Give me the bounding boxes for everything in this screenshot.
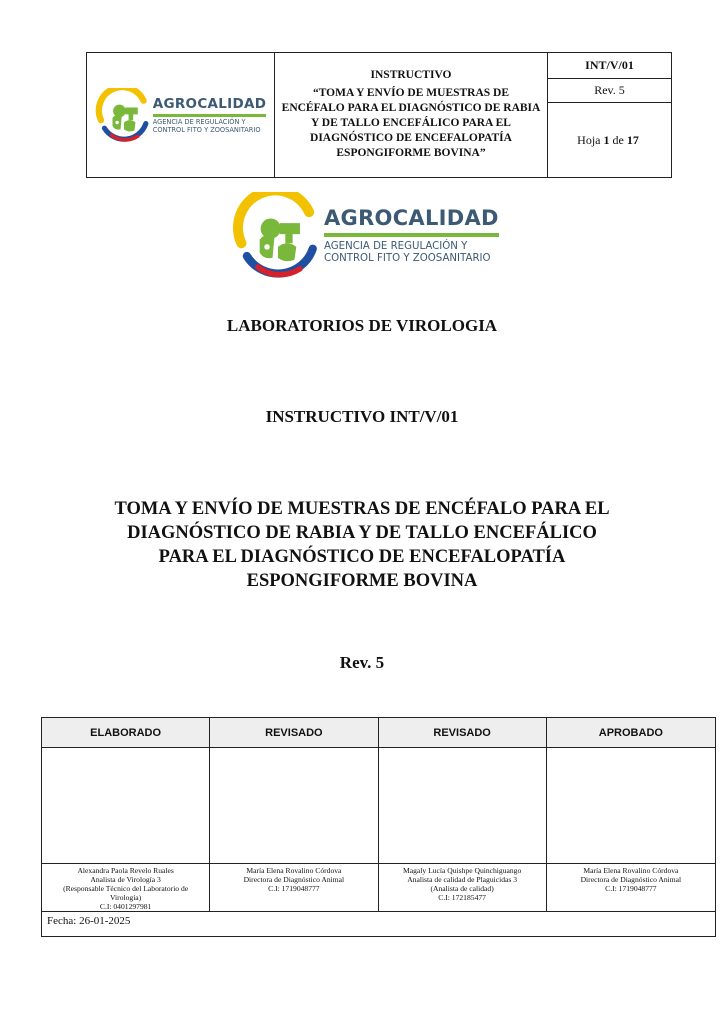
document-title-line: TOMA Y ENVÍO DE MUESTRAS DE ENCÉFALO PARA EL [114,499,610,519]
header-elaborado: ELABORADO [42,718,210,748]
logo-name: AGROCALIDAD [324,206,499,231]
logo-subtitle-1: AGENCIA DE REGULACIÓN Y [324,241,468,253]
signature-header-row [42,718,715,748]
signature-box [42,748,210,864]
instructivo-code: INSTRUCTIVO INT/V/01 [265,407,459,426]
page-number: 1 [603,132,610,147]
agrocalidad-emblem-icon [232,192,324,278]
header-title-cell [275,53,548,177]
document-date: Fecha: 26-01-2025 [47,915,131,927]
header-title-name: “TOMA Y ENVÍO DE MUESTRAS DE ENCÉFALO PARA EL DIAGNÓSTICO DE RABIA Y DE TALLO ENCEFÁLICO PARA EL DIAGNÓSTICO DE ENCEFALOPATÍA ESPONGIFORME BOVINA” [281,86,541,160]
logo-name: AGROCALIDAD [152,96,267,113]
signatory-aprobado: María Elena Rovalino Córdova Directora de Diagnóstico Animal C.I: 1719048777 [547,864,715,912]
signature-box [547,748,715,864]
signatory-row [42,864,715,912]
document-revision: Rev. 5 [548,79,671,103]
document-title [0,497,724,593]
signature-table [41,717,716,937]
header-title-type: INSTRUCTIVO [370,69,452,82]
page-total: 17 [626,132,639,147]
logo-subtitle-1: AGENCIA DE REGULACIÓN Y [152,118,246,127]
logo-divider [153,114,267,117]
document-title-line: DIAGNÓSTICO DE RABIA Y DE TALLO ENCEFÁLICO [127,523,597,544]
signature-box [379,748,547,864]
agrocalidad-logo-small [95,88,267,142]
signatory-revisado-2: Magaly Lucía Quishpe Quinchiguango Analista de calidad de Plaguicidas 3 (Analista de calidad) C.I: 172185477 [379,864,547,912]
signatory-elaborado: Alexandra Paola Revelo Ruales Analista de Virología 3 (Responsable Técnico del Laboratorio de Virología) C.I: 0401297981 [42,864,210,912]
page-counter: Hoja 1 de 17 [577,132,639,147]
agrocalidad-logo-large [232,192,499,278]
header-aprobado: APROBADO [547,718,715,748]
logo-divider [324,233,499,237]
logo-subtitle-2: CONTROL FITO Y ZOOSANITARIO [324,252,491,264]
revision-label: Rev. 5 [339,653,385,672]
laboratory-name: LABORATORIOS DE VIROLOGIA [226,316,498,335]
header-logo-cell [87,53,275,177]
logo-subtitle-2: CONTROL FITO Y ZOOSANITARIO [152,125,261,134]
document-title-line: ESPONGIFORME BOVINA [246,571,478,592]
header-revisado: REVISADO [210,718,378,748]
header-revisado-2: REVISADO [379,718,547,748]
agrocalidad-emblem-icon [95,88,153,142]
document-code: INT/V/01 [548,53,671,79]
document-title-line: PARA EL DIAGNÓSTICO DE ENCEFALOPATÍA [158,547,566,568]
document-header [86,52,672,178]
signatory-revisado: María Elena Rovalino Córdova Directora de Diagnóstico Animal C.I: 1719048777 [210,864,378,912]
signature-box [210,748,378,864]
header-meta-cell [548,53,671,177]
signature-space-row [42,748,715,864]
